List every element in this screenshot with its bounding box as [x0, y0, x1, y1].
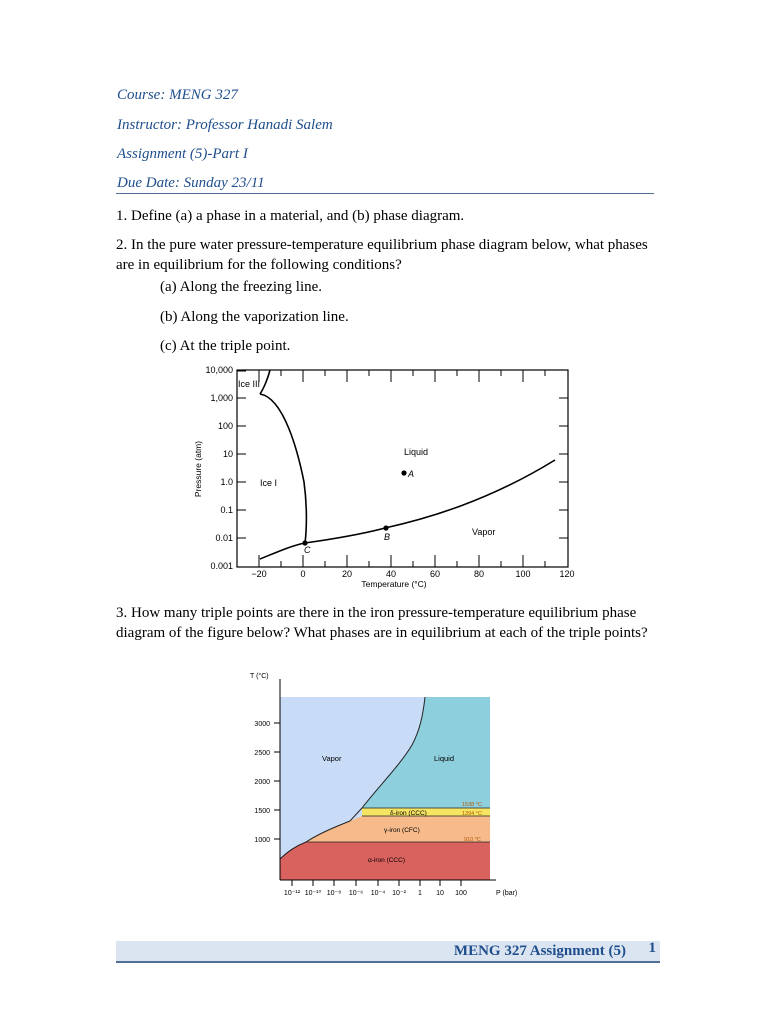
page-footer	[116, 941, 660, 963]
temp-1538: 1538 °C	[462, 802, 482, 808]
x-tick: 40	[385, 569, 397, 579]
water-y-tick-labels	[205, 365, 233, 571]
water-phase-diagram	[180, 362, 590, 592]
y-tick: 3000	[254, 721, 270, 728]
x-tick: 10	[436, 890, 444, 897]
x-tick: 10⁻¹⁰	[304, 890, 322, 897]
region-vapor: Vapor	[472, 527, 496, 537]
x-tick: 10⁻⁶	[348, 890, 364, 897]
y-tick: 10,000	[205, 365, 233, 375]
y-tick: 2500	[254, 750, 270, 757]
iron-x-tick-labels	[284, 889, 467, 897]
y-tick: 1,000	[210, 393, 233, 403]
water-x-axis-label: Temperature (°C)	[361, 579, 427, 589]
water-plot-frame	[237, 370, 568, 567]
y-tick: 1500	[254, 808, 270, 815]
y-tick: 0.01	[215, 533, 233, 543]
iron-y-axis-label: T (°C)	[250, 673, 269, 680]
course-line: Course: MENG 327	[117, 87, 238, 103]
label-vapor: Vapor	[322, 754, 342, 763]
footer-title: MENG 327 Assignment (5)	[453, 943, 626, 959]
due-date-line: Due Date: Sunday 23/11	[117, 175, 265, 191]
temp-1394: 1394 °C	[462, 811, 482, 817]
x-tick: 10⁻¹²	[283, 890, 301, 897]
instructor-line: Instructor: Professor Hanadi Salem	[117, 117, 333, 133]
point-b	[383, 525, 388, 530]
iron-y-tick-labels	[254, 721, 270, 844]
iron-y-tick-marks	[274, 723, 280, 839]
x-tick: 10⁻⁸	[326, 890, 342, 897]
y-tick: 0.1	[220, 505, 233, 515]
question-2-part-b: (b) Along the vaporization line.	[160, 309, 349, 325]
point-a	[401, 470, 406, 475]
x-tick: 0	[300, 569, 306, 579]
x-tick: 20	[341, 569, 353, 579]
water-y-axis-label: Pressure (atm)	[193, 440, 203, 498]
y-tick: 2000	[254, 779, 270, 786]
question-2: 2. In the pure water pressure-temperature equilibrium phase diagram below, what phases are in equilibrium for the following conditions?	[116, 237, 648, 273]
x-tick: 80	[473, 569, 485, 579]
question-2-part-a: (a) Along the freezing line.	[160, 279, 323, 295]
temp-910: 910 °C	[464, 837, 481, 843]
iron-phase-diagram	[240, 665, 530, 900]
header-rule	[116, 193, 654, 194]
x-tick: 10⁻²	[392, 890, 406, 897]
y-tick: 1000	[254, 837, 270, 844]
assignment-line: Assignment (5)-Part I	[117, 146, 248, 162]
label-liquid: Liquid	[434, 754, 455, 763]
iron-x-tick-marks	[292, 880, 461, 886]
x-tick: 100	[515, 569, 531, 579]
label-gamma-iron: γ-iron (CFC)	[384, 827, 420, 834]
x-tick: 10⁻⁴	[370, 890, 386, 897]
label-a: A	[408, 469, 415, 479]
x-tick: 100	[455, 890, 467, 897]
y-tick: 10	[222, 449, 233, 459]
x-tick: −20	[251, 569, 267, 579]
y-tick: 0.001	[210, 561, 233, 571]
region-ice3: Ice III	[238, 379, 261, 389]
region-ice1: Ice I	[260, 478, 278, 488]
page-number: 1	[648, 940, 656, 956]
water-x-tick-labels	[251, 569, 574, 579]
label-c: C	[304, 545, 311, 555]
x-tick: 120	[559, 569, 575, 579]
iron-x-axis-label: P (bar)	[496, 890, 518, 897]
question-2-part-c: (c) At the triple point.	[160, 338, 291, 354]
label-delta-iron: δ-iron (CCC)	[390, 810, 427, 817]
label-alpha-iron: α-iron (CCC)	[368, 857, 405, 864]
y-tick: 1.0	[220, 477, 233, 487]
x-tick: 1	[418, 890, 422, 897]
y-tick: 100	[217, 421, 233, 431]
question-1: 1. Define (a) a phase in a material, and (b) phase diagram.	[116, 208, 465, 224]
region-liquid: Liquid	[404, 447, 429, 457]
question-3: 3. How many triple points are there in the iron pressure-temperature equilibrium phase diagram of the figure below? What phases are in equilibrium at each of the triple points?	[116, 605, 648, 641]
x-tick: 60	[429, 569, 441, 579]
label-b: B	[384, 532, 391, 542]
